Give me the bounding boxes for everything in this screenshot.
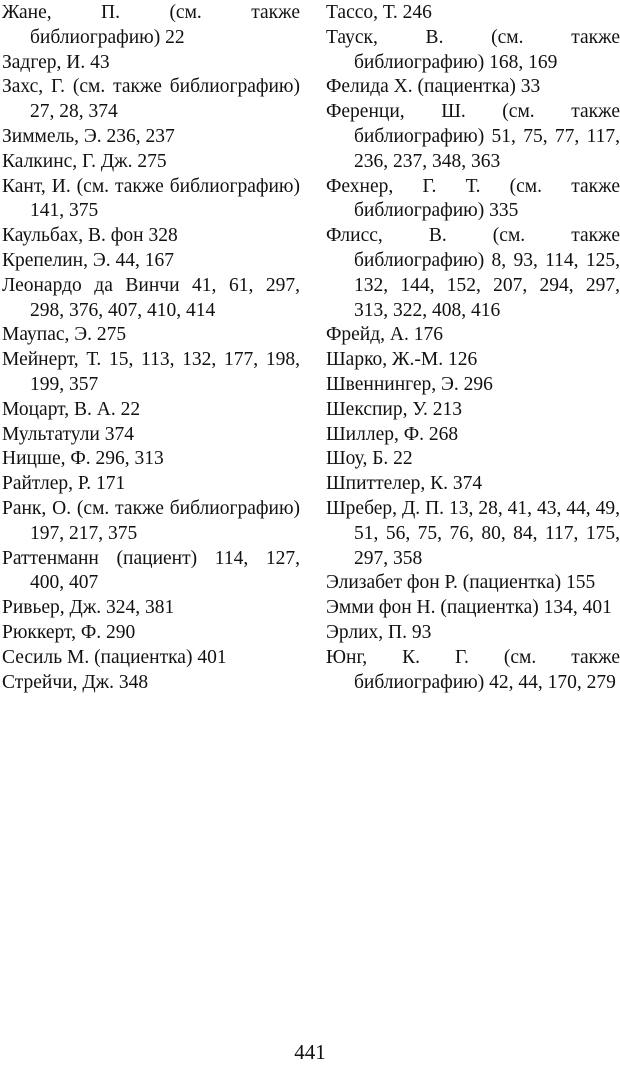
index-entry: Стрейчи, Дж. 348 xyxy=(2,671,149,693)
page-number: 441 xyxy=(294,1040,326,1064)
index-entry: Ницше, Ф. 296, 313 xyxy=(2,448,164,470)
index-entry: Флисс, В. (см. также библиографию) 8, 93, 114, 125, 132, 144, 152, 207, 294, 297, 313, 322, 408, 416 xyxy=(326,225,620,321)
index-entry: Леонардо да Винчи 41, 61, 297, 298, 376, 407, 410, 414 xyxy=(2,274,300,321)
index-column-right xyxy=(326,1,620,695)
index-entry: Сесиль М. (пациентка) 401 xyxy=(2,646,227,668)
index-entry: Ранк, О. (см. также библиографию) 197, 217, 375 xyxy=(2,497,300,544)
index-entry: Шекспир, У. 213 xyxy=(326,398,462,420)
index-entry: Ференци, Ш. (см. также библиографию) 51, 75, 77, 117, 236, 237, 348, 363 xyxy=(326,101,620,172)
index-entry: Фелида Х. (пациентка) 33 xyxy=(326,76,541,98)
index-entry: Крепелин, Э. 44, 167 xyxy=(2,249,174,271)
index-entry: Ривьер, Дж. 324, 381 xyxy=(2,597,175,619)
index-entry: Задгер, И. 43 xyxy=(2,51,110,73)
index-entry: Тауск, В. (см. также библиографию) 168, 169 xyxy=(326,26,620,73)
index-entry: Мультатули 374 xyxy=(2,423,134,445)
index-entry: Эмми фон Н. (пациентка) 134, 401 xyxy=(326,597,612,619)
index-entry: Шарко, Ж.-М. 126 xyxy=(326,349,478,371)
index-entry: Шребер, Д. П. 13, 28, 41, 43, 44, 49, 51, 56, 75, 76, 80, 84, 117, 175, 297, 358 xyxy=(326,497,620,569)
index-entry: Кант, И. (см. также библиографию) 141, 375 xyxy=(2,175,300,222)
index-entry: Захс, Г. (см. также библиографию) 27, 28, 374 xyxy=(2,76,300,123)
index-entry: Швеннингер, Э. 296 xyxy=(326,373,493,395)
index-entry: Зиммель, Э. 236, 237 xyxy=(2,125,175,147)
index-entry: Калкинс, Г. Дж. 275 xyxy=(2,150,167,172)
index-entry: Жане, П. (см. также библиографию) 22 xyxy=(2,2,300,48)
index-entry: Эрлих, П. 93 xyxy=(326,621,432,643)
index-column-left xyxy=(2,1,300,695)
index-entry: Мейнерт, Т. 15, 113, 132, 177, 198, 199, 357 xyxy=(2,349,300,395)
index-entry: Райтлер, Р. 171 xyxy=(2,473,126,495)
index-entry: Тассо, Т. 246 xyxy=(326,2,432,23)
index-entry: Рюккерт, Ф. 290 xyxy=(2,621,136,643)
index-entry: Маупас, Э. 275 xyxy=(2,324,127,346)
index-entry: Каульбах, В. фон 328 xyxy=(2,225,178,247)
index-entry: Шпиттелер, К. 374 xyxy=(326,473,483,495)
index-entry: Шоу, Б. 22 xyxy=(326,448,413,470)
index-entry: Юнг, К. Г. (см. также библиографию) 42, 44, 170, 279 xyxy=(326,646,620,693)
index-entry: Шиллер, Ф. 268 xyxy=(326,423,459,445)
index-entry: Фрейд, А. 176 xyxy=(326,324,443,346)
index-entry: Элизабет фон Р. (пациентка) 155 xyxy=(326,572,596,594)
index-entry: Фехнер, Г. Т. (см. также библиографию) 335 xyxy=(326,175,620,222)
index-entry: Раттенманн (пациент) 114, 127, 400, 407 xyxy=(2,547,300,594)
index-entry: Моцарт, В. А. 22 xyxy=(2,398,141,420)
